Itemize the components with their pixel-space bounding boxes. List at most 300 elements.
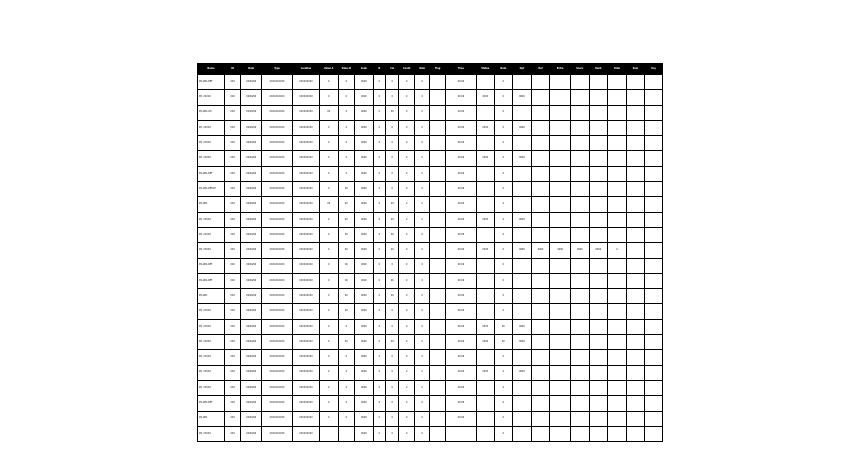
table-cell: 0 <box>399 243 415 258</box>
table-cell: 0 <box>399 365 415 380</box>
table-cell: 0 <box>319 350 338 365</box>
table-cell: 00 <box>386 273 399 288</box>
table-cell <box>550 182 571 197</box>
table-cell <box>430 335 446 350</box>
table-cell: XXXXXXXXXX <box>262 75 293 90</box>
table-cell: 0 <box>494 151 513 166</box>
table-cell: 0 <box>338 380 355 395</box>
table-cell: 00/00/00 <box>241 182 262 197</box>
table-cell: 0000 <box>355 197 374 212</box>
table-cell: 0 <box>414 243 430 258</box>
column-header[interactable]: Count <box>399 64 415 75</box>
table-cell: 0 <box>338 396 355 411</box>
table-cell: XXX <box>224 151 241 166</box>
column-header[interactable]: Score <box>570 64 589 75</box>
table-row[interactable] <box>198 212 663 227</box>
table-cell <box>531 197 550 212</box>
table-cell: 0 <box>373 304 385 319</box>
table-cell: 0 <box>414 227 430 242</box>
table-cell: 0 <box>414 411 430 426</box>
column-header[interactable]: Name <box>198 64 225 75</box>
column-header[interactable]: Date <box>241 64 262 75</box>
table-cell <box>589 396 608 411</box>
table-cell: 0 <box>399 426 415 441</box>
table-cell: XXX <box>224 90 241 105</box>
table-cell <box>531 136 550 151</box>
table-cell <box>608 365 627 380</box>
table-cell: 0000 <box>355 212 374 227</box>
column-header[interactable]: Value A <box>319 64 338 75</box>
table-cell: 0 <box>319 319 338 334</box>
table-cell <box>589 227 608 242</box>
table-cell <box>513 380 532 395</box>
table-cell: PQ.ABC-GH <box>198 105 225 120</box>
table-cell <box>589 182 608 197</box>
table-cell <box>531 365 550 380</box>
table-cell <box>608 197 627 212</box>
table-cell: XXX <box>224 197 241 212</box>
table-cell <box>550 396 571 411</box>
table-cell: PQ.ABC-DEF <box>198 258 225 273</box>
table-row[interactable] <box>198 120 663 135</box>
table-cell <box>570 350 589 365</box>
table-cell: XXXXXXXXX <box>293 105 320 120</box>
table-cell: 00/00/00 <box>241 350 262 365</box>
table-cell: XXX <box>224 75 241 90</box>
table-cell: 0 <box>319 120 338 135</box>
table-cell <box>570 166 589 181</box>
table-cell <box>589 90 608 105</box>
table-cell <box>608 212 627 227</box>
table-cell: XXXXXXXXXX <box>262 396 293 411</box>
table-cell <box>513 75 532 90</box>
table-cell <box>626 227 645 242</box>
table-cell <box>570 75 589 90</box>
column-header[interactable]: Status <box>476 64 494 75</box>
table-cell: 00:00 <box>445 304 476 319</box>
table-cell: 0 <box>319 273 338 288</box>
table-cell: 0 <box>386 166 399 181</box>
table-cell <box>608 350 627 365</box>
table-cell: 0000 <box>355 166 374 181</box>
table-cell: 00:00 <box>445 365 476 380</box>
column-header[interactable]: N <box>373 64 385 75</box>
table-cell <box>476 411 494 426</box>
table-cell: XXXXXXXXXX <box>262 197 293 212</box>
table-cell: 0000 <box>355 350 374 365</box>
table-cell: 0 <box>373 182 385 197</box>
table-cell: 0 <box>373 90 385 105</box>
table-cell <box>589 426 608 441</box>
table-row[interactable] <box>198 90 663 105</box>
table-cell: 0 <box>414 166 430 181</box>
table-cell: XXXXXXXXXX <box>262 319 293 334</box>
table-cell <box>608 335 627 350</box>
table-cell <box>513 304 532 319</box>
table-cell: XXXXXXXXX <box>293 396 320 411</box>
table-cell: 00 <box>319 105 338 120</box>
table-cell: 00:00 <box>445 136 476 151</box>
table-cell: 0 <box>494 304 513 319</box>
table-cell <box>531 75 550 90</box>
table-row[interactable] <box>198 289 663 304</box>
table-cell: PQ. XXXXX <box>198 335 225 350</box>
table-cell: XXXXXXXXXX <box>262 411 293 426</box>
table-cell: 0 <box>338 166 355 181</box>
table-cell <box>570 304 589 319</box>
table-cell: 0000 <box>355 120 374 135</box>
table-cell: 0 <box>319 396 338 411</box>
table-cell: PQ.ABC <box>198 197 225 212</box>
table-cell: 0 <box>414 380 430 395</box>
table-cell: 0 <box>399 136 415 151</box>
table-cell <box>476 166 494 181</box>
table-cell <box>589 380 608 395</box>
table-cell <box>626 166 645 181</box>
table-cell: 0 <box>319 90 338 105</box>
table-cell: 00/00/00 <box>241 166 262 181</box>
table-cell: 0 <box>386 151 399 166</box>
table-cell: 0 <box>399 289 415 304</box>
table-cell: XXX <box>224 289 241 304</box>
table-cell: 0 <box>399 411 415 426</box>
table-cell: 0 <box>399 350 415 365</box>
column-header[interactable]: Total <box>608 64 627 75</box>
table-cell <box>645 212 663 227</box>
table-row[interactable] <box>198 380 663 395</box>
table-cell <box>550 151 571 166</box>
table-cell <box>319 426 338 441</box>
table-cell <box>570 212 589 227</box>
table-cell <box>645 411 663 426</box>
table-cell: XXXXXXXXXX <box>262 273 293 288</box>
table-cell <box>589 319 608 334</box>
column-header[interactable]: Ref <box>531 64 550 75</box>
table-cell <box>626 335 645 350</box>
table-cell: 00:00 <box>445 105 476 120</box>
table-cell <box>589 258 608 273</box>
column-header[interactable]: Sum <box>626 64 645 75</box>
table-cell <box>430 258 446 273</box>
table-cell: XXXXXXXXX <box>293 75 320 90</box>
table-cell <box>476 75 494 90</box>
table-row[interactable] <box>198 273 663 288</box>
table-cell <box>550 227 571 242</box>
table-row[interactable] <box>198 227 663 242</box>
table-cell: 00 <box>494 319 513 334</box>
table-cell <box>570 365 589 380</box>
table-cell: PQ. XXXXX <box>198 319 225 334</box>
table-cell: 0 <box>494 197 513 212</box>
table-cell: 00/00/00 <box>241 365 262 380</box>
column-header[interactable]: Rate <box>414 64 430 75</box>
table-cell <box>645 182 663 197</box>
table-cell: 0 <box>338 350 355 365</box>
table-cell <box>608 411 627 426</box>
table-cell: 0000 <box>355 319 374 334</box>
table-cell: 0 <box>414 90 430 105</box>
table-cell <box>570 396 589 411</box>
table-cell: 00 <box>338 289 355 304</box>
column-header[interactable]: ID <box>224 64 241 75</box>
table-cell: 0 <box>319 380 338 395</box>
column-header[interactable]: Rank <box>589 64 608 75</box>
table-cell: XXX <box>224 426 241 441</box>
table-cell: 00/00/00 <box>241 396 262 411</box>
table-cell: 0 <box>494 365 513 380</box>
table-cell: 00/00/00 <box>241 227 262 242</box>
table-cell: 0 <box>373 411 385 426</box>
table-cell: XXXXXXXXXX <box>262 304 293 319</box>
table-cell: XXX <box>224 335 241 350</box>
table-cell: 0000 <box>355 105 374 120</box>
table-cell: XXXXXXXXX <box>293 411 320 426</box>
table-cell: XXXXXXXXXX <box>262 227 293 242</box>
table-cell: 00 <box>338 273 355 288</box>
table-cell <box>531 227 550 242</box>
table-cell: 0 <box>386 396 399 411</box>
table-cell: 00:00 <box>445 90 476 105</box>
table-cell: 0000 <box>513 151 532 166</box>
column-header[interactable]: Flag <box>430 64 446 75</box>
table-cell: 0000 <box>355 182 374 197</box>
table-cell: 00/00/00 <box>241 258 262 273</box>
table-row[interactable] <box>198 365 663 380</box>
table-cell <box>645 105 663 120</box>
table-cell: 0 <box>399 197 415 212</box>
table-cell <box>645 426 663 441</box>
table-cell: 0 <box>494 90 513 105</box>
table-row[interactable] <box>198 166 663 181</box>
table-cell: PQ. XXXXX <box>198 365 225 380</box>
table-cell <box>626 350 645 365</box>
table-cell: 00:00 <box>445 120 476 135</box>
table-cell: 0 <box>386 90 399 105</box>
table-cell <box>430 411 446 426</box>
table-cell: XXXXXXXXX <box>293 90 320 105</box>
table-row[interactable] <box>198 75 663 90</box>
table-cell: 0 <box>386 365 399 380</box>
table-row[interactable] <box>198 335 663 350</box>
table-cell: XXX <box>224 227 241 242</box>
column-header[interactable]: Note <box>494 64 513 75</box>
table-cell <box>626 380 645 395</box>
table-row[interactable] <box>198 304 663 319</box>
table-cell <box>550 258 571 273</box>
table-cell <box>626 304 645 319</box>
table-cell <box>476 350 494 365</box>
table-row[interactable] <box>198 411 663 426</box>
column-header[interactable]: Key <box>645 64 663 75</box>
table-cell <box>608 396 627 411</box>
table-cell: 00/00/00 <box>241 289 262 304</box>
table-cell: 00 <box>386 243 399 258</box>
column-header[interactable]: Extra <box>550 64 571 75</box>
table-cell: PQ.ABC-DEF <box>198 273 225 288</box>
table-row[interactable] <box>198 197 663 212</box>
table-cell: 0 <box>399 120 415 135</box>
table-cell <box>626 396 645 411</box>
table-cell: 0 <box>319 335 338 350</box>
column-header[interactable]: Opt <box>513 64 532 75</box>
table-cell <box>570 426 589 441</box>
table-cell: 0 <box>414 151 430 166</box>
table-cell: 0 <box>494 426 513 441</box>
table-cell: 0000 <box>513 319 532 334</box>
table-cell: PQ. XXXXX <box>198 350 225 365</box>
table-cell <box>645 227 663 242</box>
table-cell: XXX <box>224 166 241 181</box>
table-cell <box>608 319 627 334</box>
column-header[interactable]: Code <box>355 64 374 75</box>
table-row[interactable] <box>198 426 663 441</box>
table-cell: 0 <box>319 182 338 197</box>
table-cell: 0 <box>386 304 399 319</box>
table-cell <box>550 319 571 334</box>
table-cell: 0000 <box>355 243 374 258</box>
table-cell: PQ. XXXXX <box>198 304 225 319</box>
table-row[interactable] <box>198 105 663 120</box>
table-cell: 0 <box>414 212 430 227</box>
table-row[interactable] <box>198 258 663 273</box>
table-cell <box>513 396 532 411</box>
table-cell <box>430 120 446 135</box>
table-cell: 0000 <box>355 90 374 105</box>
table-row[interactable] <box>198 350 663 365</box>
table-cell: 0 <box>494 120 513 135</box>
table-cell: 0 <box>319 411 338 426</box>
table-cell <box>589 335 608 350</box>
table-cell <box>589 411 608 426</box>
table-cell <box>608 90 627 105</box>
table-cell: 0000 <box>355 151 374 166</box>
table-cell <box>570 136 589 151</box>
table-cell <box>589 350 608 365</box>
table-cell: 0 <box>494 182 513 197</box>
table-row[interactable] <box>198 182 663 197</box>
table-cell: 00 <box>386 289 399 304</box>
column-header[interactable]: Location <box>293 64 320 75</box>
table-cell: XXXXXXXXX <box>293 120 320 135</box>
table-cell: 0 <box>414 289 430 304</box>
table-cell: 00 <box>386 197 399 212</box>
table-cell: XXXX <box>476 212 494 227</box>
table-cell <box>531 90 550 105</box>
table-cell: 0 <box>319 151 338 166</box>
table-cell <box>626 151 645 166</box>
table-cell: 0 <box>399 304 415 319</box>
table-cell: 0 <box>373 212 385 227</box>
table-cell <box>645 380 663 395</box>
table-cell <box>513 166 532 181</box>
table-cell: 0000 <box>355 227 374 242</box>
table-row[interactable] <box>198 151 663 166</box>
table-cell: 0 <box>338 136 355 151</box>
table-row[interactable] <box>198 243 663 258</box>
table-cell <box>430 319 446 334</box>
table-cell <box>626 273 645 288</box>
table-cell: 0 <box>338 151 355 166</box>
table-cell: XXXXXXXXX <box>293 350 320 365</box>
table-cell <box>476 396 494 411</box>
table-cell: 0 <box>373 75 385 90</box>
table-cell: 0 <box>373 396 385 411</box>
table-cell: 00 <box>338 212 355 227</box>
table-cell <box>589 304 608 319</box>
table-cell <box>531 350 550 365</box>
table-cell <box>645 350 663 365</box>
table-cell: 0 <box>373 365 385 380</box>
table-cell: XXX <box>224 120 241 135</box>
table-cell: 0 <box>319 75 338 90</box>
table-cell <box>626 182 645 197</box>
table-cell <box>430 273 446 288</box>
column-header[interactable]: Type <box>262 64 293 75</box>
column-header[interactable]: Col <box>386 64 399 75</box>
column-header[interactable]: Time <box>445 64 476 75</box>
table-cell <box>513 227 532 242</box>
table-cell: 00 <box>386 105 399 120</box>
table-cell: 0 <box>386 136 399 151</box>
table-cell <box>513 350 532 365</box>
table-cell: 0 <box>338 319 355 334</box>
table-cell: XXXXXXXXX <box>293 365 320 380</box>
table-cell: 0 <box>414 365 430 380</box>
table-cell: 00:00 <box>445 350 476 365</box>
table-cell <box>570 289 589 304</box>
table-cell: 00 <box>338 197 355 212</box>
table-cell <box>531 319 550 334</box>
table-cell: 00:00 <box>445 212 476 227</box>
table-cell <box>570 151 589 166</box>
table-cell: 0 <box>399 227 415 242</box>
table-cell: 0 <box>319 365 338 380</box>
table-row[interactable] <box>198 319 663 334</box>
table-cell: 0 <box>373 105 385 120</box>
table-cell <box>531 289 550 304</box>
table-cell: 0 <box>373 258 385 273</box>
table-row[interactable] <box>198 136 663 151</box>
table-cell <box>513 426 532 441</box>
table-cell <box>626 426 645 441</box>
table-cell: 00/00/00 <box>241 243 262 258</box>
table-cell: XXXXXXXXX <box>293 243 320 258</box>
table-cell: 0 <box>399 75 415 90</box>
table-cell: 0000 <box>513 243 532 258</box>
table-cell <box>550 304 571 319</box>
table-cell: 0 <box>338 105 355 120</box>
table-cell: XXXXXXXXXX <box>262 365 293 380</box>
table-cell: 0000 <box>355 426 374 441</box>
table-cell: XXXX <box>476 335 494 350</box>
table-row[interactable] <box>198 396 663 411</box>
table-cell <box>608 136 627 151</box>
table-cell: 0 <box>494 227 513 242</box>
table-cell: 0 <box>414 197 430 212</box>
table-cell: PQ. XXXXX <box>198 151 225 166</box>
column-header[interactable]: Value B <box>338 64 355 75</box>
table-cell <box>531 335 550 350</box>
table-cell <box>513 105 532 120</box>
table-cell <box>430 396 446 411</box>
table-cell: 00:00 <box>445 289 476 304</box>
table-cell <box>550 411 571 426</box>
table-cell <box>645 258 663 273</box>
table-cell: XXXXXXXXX <box>293 273 320 288</box>
table-cell <box>645 243 663 258</box>
table-cell <box>550 289 571 304</box>
table-cell <box>589 136 608 151</box>
